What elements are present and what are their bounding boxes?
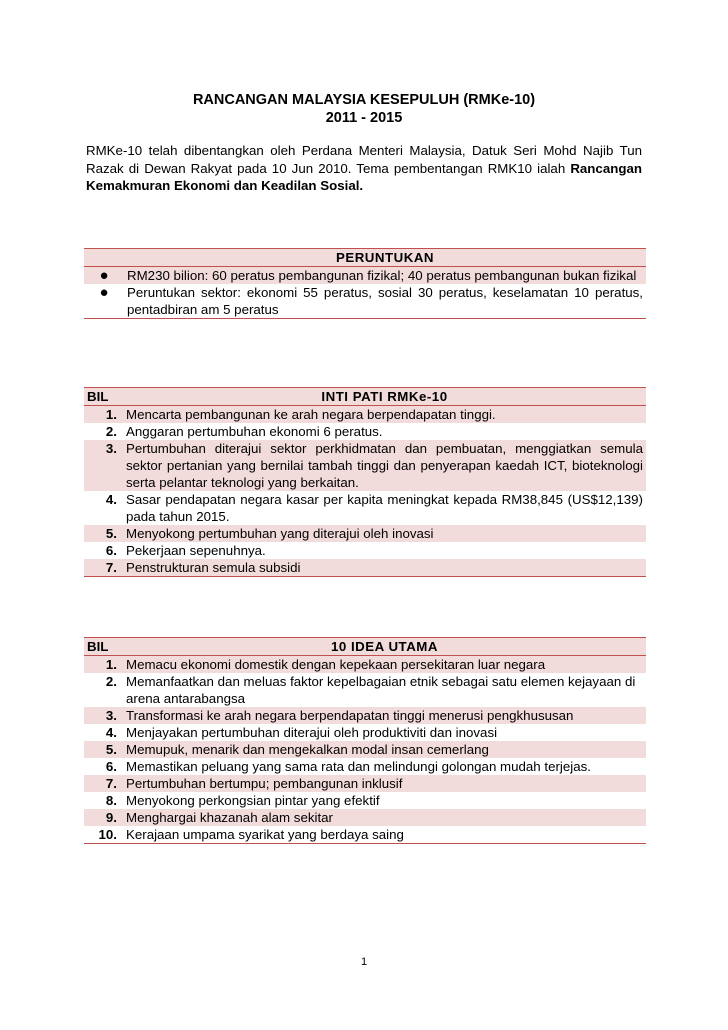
table-row: 5. Memupuk, menarik dan mengekalkan modal insan cemerlang <box>84 741 646 758</box>
idea-utama-table <box>84 637 646 844</box>
table-row: 1. Memacu ekonomi domestik dengan kepekaan persekitaran luar negara <box>84 656 646 674</box>
col-bil: BIL <box>84 388 123 406</box>
table-row: 7. Pertumbuhan bertumpu; pembangunan inklusif <box>84 775 646 792</box>
col-bil: BIL <box>84 638 123 656</box>
inti-pati-heading: INTI PATI RMKe-10 <box>123 388 646 406</box>
table-row: 2. Memanfaatkan dan meluas faktor kepelbagaian etnik sebagai satu elemen kejayaan di arena antarabangsa <box>84 673 646 707</box>
list-item <box>84 267 646 285</box>
table-row: 9. Menghargai khazanah alam sekitar <box>84 809 646 826</box>
inti-pati-table <box>84 387 646 577</box>
table-row: 4. Sasar pendapatan negara kasar per kapita meningkat kepada RM38,845 (US$12,139) pada tahun 2015. <box>84 491 646 525</box>
intro-text: RMKe-10 telah dibentangkan oleh Perdana Menteri Malaysia, Datuk Seri Mohd Najib Tun Razak di Dewan Rakyat pada 10 Jun 2010. Tema pembentangan RMK10 ialah <box>86 143 642 176</box>
list-item <box>84 284 646 319</box>
title-line-2: 2011 - 2015 <box>325 110 403 126</box>
table-row: 6. Memastikan peluang yang sama rata dan melindungi golongan mudah terjejas. <box>84 758 646 775</box>
table-row: 2. Anggaran pertumbuhan ekonomi 6 peratus. <box>84 423 646 440</box>
table-row: 6. Pekerjaan sepenuhnya. <box>84 542 646 559</box>
bullet-icon: ● <box>84 267 124 285</box>
intro-paragraph <box>86 142 642 195</box>
table-row: 5. Menyokong pertumbuhan yang diterajui oleh inovasi <box>84 525 646 542</box>
idea-utama-heading: 10 IDEA UTAMA <box>123 638 646 656</box>
idea-utama-header-row <box>84 638 646 656</box>
table-row: 1. Mencarta pembangunan ke arah negara berpendapatan tinggi. <box>84 406 646 424</box>
intro-theme: Rancangan Kemakmuran Ekonomi dan Keadilan Sosial. <box>86 160 642 193</box>
page-number: 1 <box>360 956 368 968</box>
table-row: 4. Menjayakan pertumbuhan diterajui oleh produktiviti dan inovasi <box>84 724 646 741</box>
peruntukan-item-2: Peruntukan sektor: ekonomi 55 peratus, sosial 30 peratus, keselamatan 10 peratus, pentadbiran am 5 peratus <box>124 284 646 319</box>
table-row: 10. Kerajaan umpama syarikat yang berdaya saing <box>84 826 646 844</box>
title-line-1: RANCANGAN MALAYSIA KESEPULUH (RMKe-10) <box>192 92 536 108</box>
table-row: 3. Pertumbuhan diterajui sektor perkhidmatan dan pembuatan, menggiatkan semula sektor pertanian yang bernilai tambah tinggi dan penyerapan kaedah ICT, bioteknologi serta pelantar teknologi yang berkaitan. <box>84 440 646 491</box>
table-row: 8. Menyokong perkongsian pintar yang efektif <box>84 792 646 809</box>
table-row: 7. Penstrukturan semula subsidi <box>84 559 646 577</box>
document-title <box>82 91 646 127</box>
bullet-icon: ● <box>84 284 124 319</box>
peruntukan-header-row <box>84 249 646 267</box>
peruntukan-item-1: RM230 bilion: 60 peratus pembangunan fizikal; 40 peratus pembangunan bukan fizikal <box>124 267 646 285</box>
table-row: 3. Transformasi ke arah negara berpendapatan tinggi menerusi pengkhususan <box>84 707 646 724</box>
peruntukan-table <box>84 248 646 319</box>
peruntukan-heading: PERUNTUKAN <box>124 249 646 267</box>
inti-pati-header-row <box>84 388 646 406</box>
